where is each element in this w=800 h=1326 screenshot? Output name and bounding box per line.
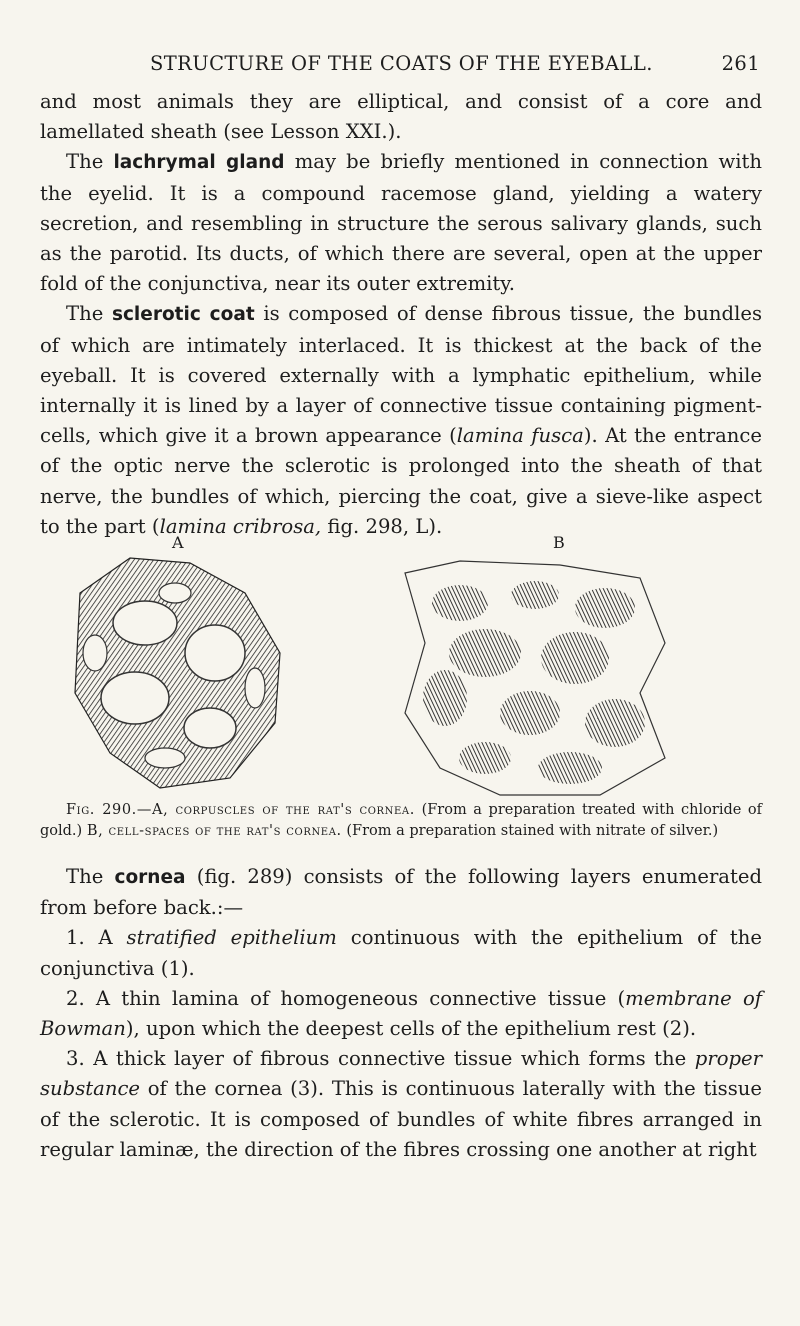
figure-label-a: A xyxy=(172,533,184,552)
figure-caption xyxy=(40,800,762,842)
term-lachrymal-gland: lachrymal gland xyxy=(113,152,285,174)
list-item: 3. A thick layer of fibrous connective tissue which forms the proper substance of the cornea (3). This is continuous laterally with the tissue of the sclerotic. It is composed of bundles of white fibres arranged in regular laminæ, the direction of the fibres crossing one another at right xyxy=(40,1047,762,1161)
term-sclerotic-coat: sclerotic coat xyxy=(111,304,255,326)
paragraph-continuation: and most animals they are elliptical, and consist of a core and lamellated sheath (see Lesson XXI.). xyxy=(40,90,762,144)
figure-illustration xyxy=(40,533,762,798)
term-lamina-fusca: lamina fusca xyxy=(456,424,584,448)
panel-a-corpuscles xyxy=(75,558,280,788)
paragraph-sclerotic-coat: The sclerotic coat is composed of dense fibrous tissue, the bundles of which are intimately interlaced. It is thickest at the back of the eyeball. It is covered externally with a lymphatic epithelium, while internally it is lined by a layer of connective tissue containing pigment-cells, which give it a brown appearance (lamina fusca). At the entrance of the optic nerve the sclerotic is prolonged into the sheath of that nerve, the bundles of which, piercing the coat, give a sieve-like aspect to the part (lamina cribrosa, fig. 298, L). xyxy=(40,302,763,538)
list-item: 2. A thin lamina of homogeneous connective tissue (membrane of Bowman), upon which the deepest cells of the epithelium rest (2). xyxy=(40,986,762,1041)
caption-text: Fig. 290.—A, corpuscles of the rat's cornea. (From a preparation treated with chloride of gold.) B, cell-spaces of the rat's cornea. (From a preparation stained with nitrate of silver.) xyxy=(40,802,763,839)
upper-text xyxy=(40,87,762,542)
lower-text xyxy=(40,862,762,1165)
running-head xyxy=(0,52,800,82)
term-lamina-cribrosa: lamina cribrosa, xyxy=(159,514,322,538)
term-cornea: cornea xyxy=(114,867,186,888)
paragraph-cornea: The cornea (fig. 289) consists of the following layers enumerated from before back.:— xyxy=(40,865,762,920)
running-title: STRUCTURE OF THE COATS OF THE EYEBALL. xyxy=(150,52,653,75)
figure-label-b: B xyxy=(553,533,565,552)
panel-b-cell-spaces xyxy=(405,561,665,795)
figure-290 xyxy=(40,533,762,798)
list-item: 1. A stratified epithelium continuous with the epithelium of the conjunctiva (1). xyxy=(40,926,763,980)
paragraph-lachrymal-gland: The lachrymal gland may be briefly mentioned in connection with the eyelid. It is a compound racemose gland, yielding a watery secretion, and resembling in structure the serous salivary glands, such as the parotid. Its ducts, of which there are several, open at the upper fold of the conjunctiva, near its outer extremity. xyxy=(40,150,763,296)
page-number: 261 xyxy=(721,52,760,75)
